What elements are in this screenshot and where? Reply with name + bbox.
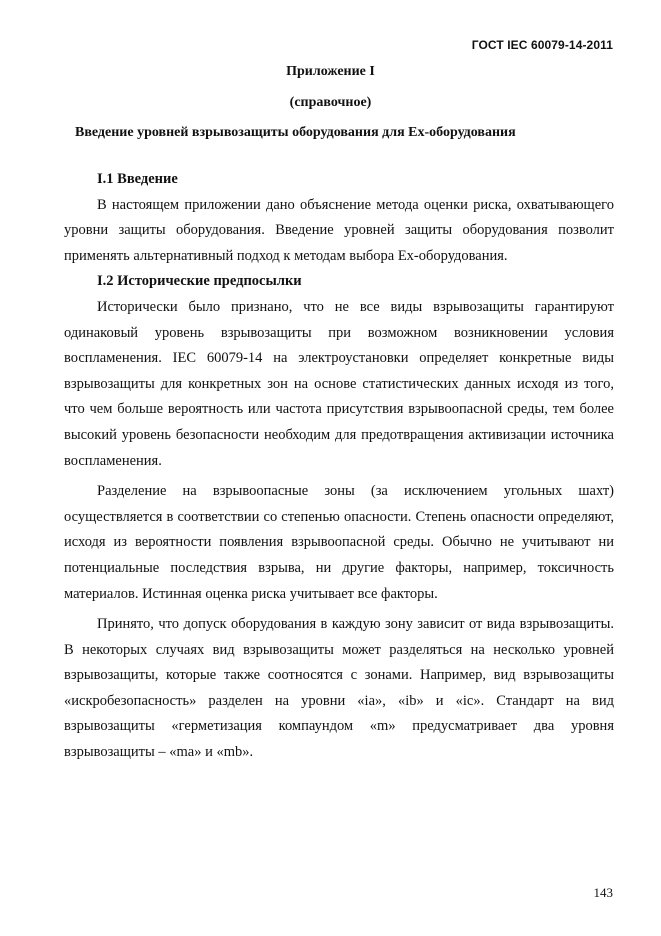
appendix-title: Приложение I bbox=[286, 64, 375, 79]
paragraph: Разделение на взрывоопасные зоны (за исключением угольных шахт) осуществляется в соответствии со степенью опасности. Степень опасности определяют, исходя из вероятности появления взрывоопасной среды. Обычно не учитывают ни потенциальные последствия взрыва, ни другие факторы, например, токсичность материалов. Истинная оценка риска учитывает все факторы. bbox=[64, 483, 614, 602]
section-title: I.1 Введение bbox=[97, 171, 178, 187]
document-body bbox=[64, 167, 614, 766]
page-number: 143 bbox=[593, 885, 613, 900]
document-code: ГОСТ IEC 60079-14-2011 bbox=[471, 38, 613, 52]
paragraph: Принято, что допуск оборудования в каждую зону зависит от вида взрывозащиты. В некоторых случаях вид взрывозащиты может разделяться на несколько уровней взрывозащиты, которые также соотносятся с зонами. Например, вид взрывозащиты «искробезопасность» разделен на уровни «ia», «ib» и «ic». Стандарт на вид взрывозащиты «герметизация компаундом «m» предусматривает два уровня взрывозащиты – «ma» и «mb». bbox=[64, 616, 614, 761]
appendix-heading: Введение уровней взрывозащиты оборудования для Ex-оборудования bbox=[75, 125, 516, 140]
paragraph: Исторически было признано, что не все виды взрывозащиты гарантируют одинаковый уровень взрывозащиты при возможном возникновении условия воспламенения. IEC 60079-14 на электроустановки определяет конкретные виды взрывозащиты для конкретных зон на основе статистических данных исходя из того, что чем больше вероятность или частота присутствия взрывоопасной среды, тем более высокий уровень безопасности необходим для предотвращения активизации источника воспламенения. bbox=[64, 298, 614, 469]
paragraph: В настоящем приложении дано объяснение метода оценки риска, охватывающего уровни защиты оборудования. Введение уровней защиты оборудования позволит применять альтернативный подход к методам выбора Ex-оборудования. bbox=[64, 196, 614, 264]
section-title: I.2 Исторические предпосылки bbox=[97, 273, 302, 290]
appendix-type: (справочное) bbox=[289, 95, 372, 110]
